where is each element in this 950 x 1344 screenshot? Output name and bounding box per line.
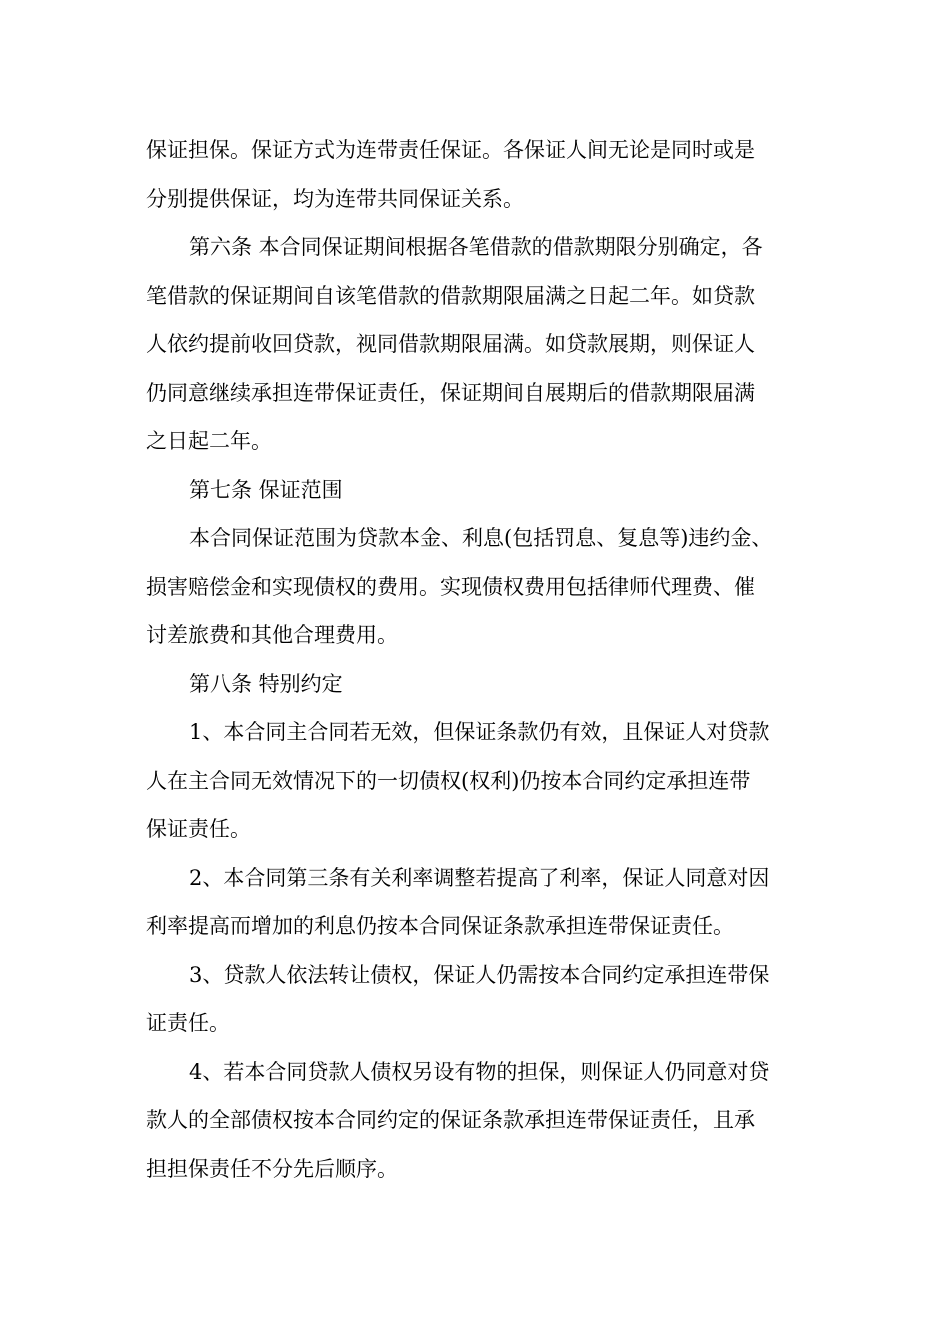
text-line: 2、本合同第三条有关利率调整若提高了利率，保证人同意对因 [189, 865, 770, 890]
text-line: 担担保责任不分先后顺序。 [146, 1156, 398, 1181]
paragraph-guarantee-method [146, 126, 810, 223]
text-line: 3、贷款人依法转让债权，保证人仍需按本合同约定承担连带保 [189, 962, 770, 987]
text-line: 1、本合同主合同若无效，但保证条款仍有效，且保证人对贷款 [189, 720, 770, 744]
text-line: 4、若本合同贷款人债权另设有物的担保，则保证人仍同意对贷 [189, 1059, 770, 1084]
text-line: 证责任。 [146, 1011, 230, 1035]
text-line: 第八条 特别约定 [189, 671, 343, 696]
text-line: 利率提高而增加的利息仍按本合同保证条款承担连带保证责任。 [146, 914, 734, 938]
paragraph-clause-1 [146, 708, 810, 854]
paragraph-guarantee-scope [146, 514, 810, 660]
text-line: 分别提供保证，均为连带共同保证关系。 [146, 186, 524, 211]
paragraph-article-6 [146, 223, 810, 466]
text-line: 款人的全部债权按本合同约定的保证条款承担连带保证责任，且承 [146, 1108, 755, 1132]
text-line: 之日起二年。 [146, 429, 272, 453]
text-line: 本合同保证范围为贷款本金、利息(包括罚息、复息等)违约金、 [189, 526, 773, 550]
paragraph-clause-3 [146, 951, 810, 1048]
heading-article-8 [146, 660, 810, 709]
text-line: 人在主合同无效情况下的一切债权(权利)仍按本合同约定承担连带 [146, 768, 751, 793]
heading-article-7 [146, 466, 810, 515]
paragraph-clause-4 [146, 1048, 810, 1194]
text-line: 保证责任。 [146, 817, 251, 841]
text-line: 笔借款的保证期间自该笔借款的借款期限届满之日起二年。如贷款 [146, 283, 755, 308]
paragraph-clause-2 [146, 854, 810, 951]
text-line: 保证担保。保证方式为连带责任保证。各保证人间无论是同时或是 [146, 138, 755, 162]
text-line: 讨差旅费和其他合理费用。 [146, 623, 398, 647]
text-line: 人依约提前收回贷款，视同借款期限届满。如贷款展期，则保证人 [146, 332, 755, 356]
text-line: 损害赔偿金和实现债权的费用。实现债权费用包括律师代理费、催 [146, 574, 755, 599]
text-line: 仍同意继续承担连带保证责任，保证期间自展期后的借款期限届满 [146, 380, 755, 405]
text-line: 第七条 保证范围 [189, 477, 343, 502]
document-body [146, 126, 810, 1193]
text-line: 第六条 本合同保证期间根据各笔借款的借款期限分别确定，各 [189, 235, 763, 259]
